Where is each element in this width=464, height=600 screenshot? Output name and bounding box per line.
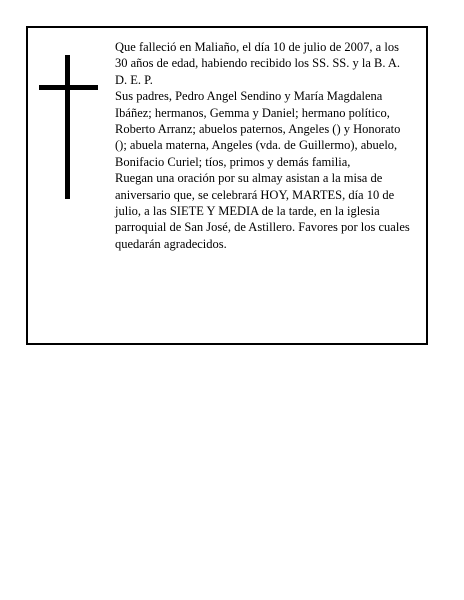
mass-invitation-paragraph: Ruegan una oración por su almay asistan a la misa de aniversario que, se celebrará HOY, MARTES, día 10 de julio, a las SIETE Y MEDIA de la tarde, en la iglesia parroquial de San José, de Astillero. Favores por los cuales quedarán agradecidos. (115, 171, 410, 251)
obituary-notice (26, 26, 428, 345)
family-list-paragraph: Sus padres, Pedro Angel Sendino y María Magdalena Ibáñez; hermanos, Gemma y Daniel; hermano político, Roberto Arranz; abuelos paternos, Angeles () y Honorato (); abuela materna, Angeles (vda. de Guillermo), abuelo, Bonifacio Curiel; tíos, primos y demás familia, (115, 89, 401, 169)
rest-in-peace-line: D. E. P. (115, 72, 153, 87)
death-announcement-paragraph: Que falleció en Maliaño, el día 10 de julio de 2007, a los 30 años de edad, habiendo recibido los SS. SS. y la B. A. (115, 40, 401, 71)
cross-vertical-bar (65, 55, 70, 199)
cross-icon (39, 55, 98, 199)
obituary-text (115, 39, 413, 252)
cross-horizontal-bar (39, 85, 98, 90)
